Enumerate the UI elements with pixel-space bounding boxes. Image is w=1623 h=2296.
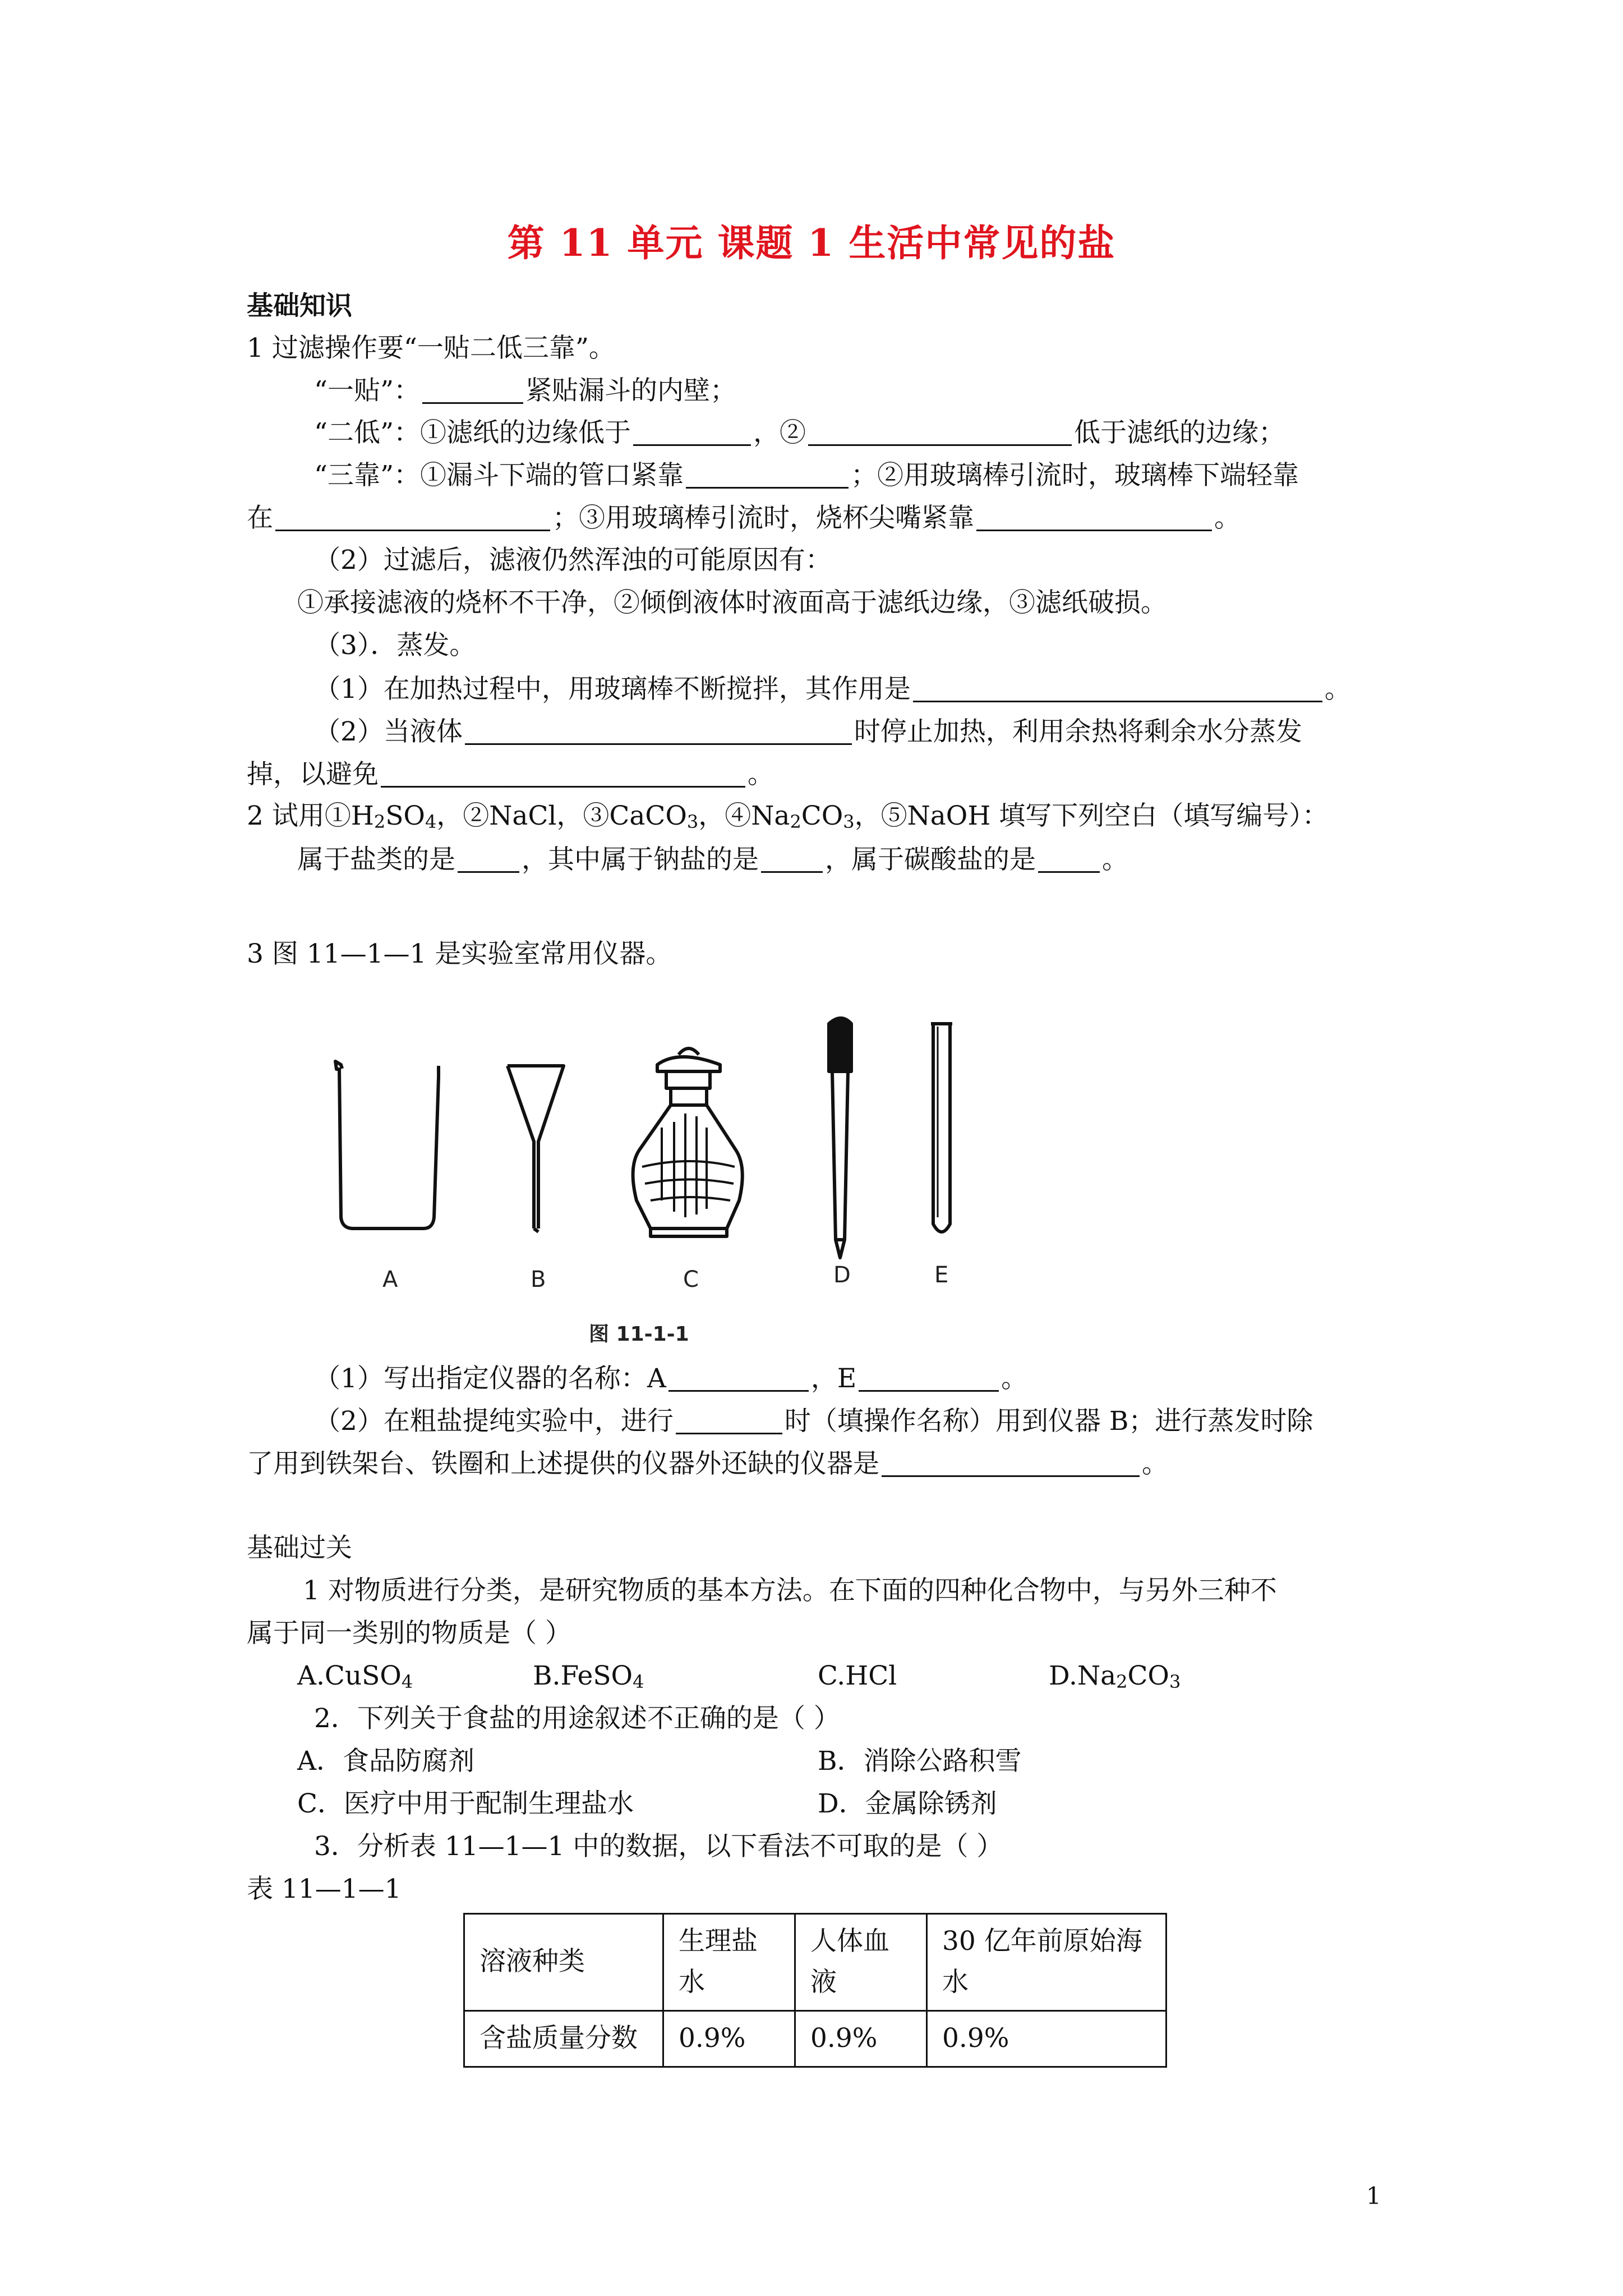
q1-sankao-cont — [247, 504, 1241, 531]
q2-text: ，属于碳酸盐的是 — [825, 844, 1036, 875]
table-cell: 0.9% — [795, 2010, 927, 2067]
q2-text: ，②NaCl，③CaCO — [436, 800, 687, 831]
answer-blank[interactable] — [422, 376, 523, 404]
answer-blank[interactable] — [976, 504, 1212, 531]
q1-erdi-text-b: ，② — [753, 417, 806, 448]
answer-blank[interactable] — [668, 1364, 809, 1392]
figure-caption: 图 11-1-1 — [589, 1323, 689, 1346]
option-text: D.Na — [1049, 1660, 1117, 1691]
dropper-icon — [829, 1018, 851, 1258]
figure-label-c: C — [683, 1267, 699, 1292]
figure-lab-instruments — [314, 1015, 1021, 1380]
mc3-stem: 3．分析表 11—1—1 中的数据，以下看法不可取的是（ ） — [314, 1831, 1003, 1862]
table-header-row — [464, 1914, 1166, 2011]
subscript: 2 — [1116, 1671, 1128, 1692]
table-row — [464, 2010, 1166, 2067]
table-cell: 人体血液 — [795, 1914, 927, 2011]
subscript: 3 — [686, 811, 699, 832]
answer-blank[interactable] — [676, 1407, 782, 1434]
option-text: A.CuSO — [297, 1660, 402, 1691]
q1-erdi — [314, 418, 1285, 446]
table-cell: 生理盐水 — [663, 1914, 795, 2011]
figure-label-a: A — [382, 1267, 398, 1292]
subscript: 2 — [374, 811, 386, 832]
q1-sankao — [314, 461, 1299, 489]
option-text: C.HCl — [818, 1660, 897, 1691]
figure-label-e: E — [934, 1262, 949, 1288]
subscript: 4 — [401, 1671, 413, 1692]
q1-evap-3 — [247, 760, 774, 788]
q3-part2-cont — [247, 1450, 1168, 1477]
table-cell: 溶液种类 — [464, 1914, 663, 2011]
answer-blank[interactable] — [1038, 845, 1100, 873]
q2-text: ，④Na — [698, 800, 790, 831]
q3-part2 — [314, 1406, 1313, 1437]
mc1-option-d[interactable] — [1049, 1660, 1181, 1692]
q1-sankao-text-b: ；②用玻璃棒引流时，玻璃棒下端轻靠 — [851, 460, 1299, 491]
q1-sankao2-text-c: 。 — [1214, 503, 1241, 533]
q1-sankao2-text-b: ；③用玻璃棒引流时，烧杯尖嘴紧靠 — [552, 503, 974, 533]
test-tube-icon — [931, 1024, 952, 1232]
answer-blank[interactable] — [859, 1364, 999, 1392]
q2-text: ，⑤NaOH 填写下列空白（填写编号）： — [854, 800, 1329, 831]
answer-blank[interactable] — [465, 717, 852, 745]
q2-text: 。 — [1102, 844, 1128, 875]
mc1-stem-1: 1 对物质进行分类，是研究物质的基本方法。在下面的四种化合物中，与另外三种不 — [303, 1575, 1277, 1606]
option-text: CO — [1127, 1660, 1169, 1691]
q1-sankao2-text-a: 在 — [247, 503, 273, 533]
q1-sankao-text-a: “三靠”：①漏斗下端的管口紧靠 — [314, 460, 684, 491]
mc2-option-b[interactable]: B．消除公路积雪 — [818, 1746, 1022, 1777]
q3-intro: 3 图 11—1—1 是实验室常用仪器。 — [247, 938, 672, 969]
q3-text: 了用到铁架台、铁圈和上述提供的仪器外还缺的仪器是 — [247, 1448, 879, 1479]
q1-evap-2 — [314, 717, 1302, 745]
q1-yitie-text-a: “一贴”： — [314, 375, 421, 406]
subscript: 2 — [790, 811, 801, 832]
q2-text: CO — [801, 800, 843, 831]
answer-blank[interactable] — [275, 504, 550, 531]
table-cell: 含盐质量分数 — [464, 2010, 663, 2067]
figure-label-b: B — [531, 1267, 546, 1292]
q2-text: 2 试用①H — [247, 800, 374, 831]
q1-evap-1 — [314, 674, 1351, 705]
q3-text: 。 — [1142, 1448, 1168, 1479]
section-basic-knowledge: 基础知识 — [247, 291, 352, 321]
funnel-icon — [508, 1066, 564, 1228]
q1-e1-text-a: （1）在加热过程中，用玻璃棒不断搅拌，其作用是 — [314, 674, 911, 705]
q3-text: （1）写出指定仪器的名称：A — [314, 1363, 666, 1394]
q1-erdi-text-c: 低于滤纸的边缘； — [1074, 417, 1285, 448]
q1-turbid: （2）过滤后，滤液仍然浑浊的可能原因有： — [314, 545, 832, 576]
q1-e3-text-a: 掉，以避免 — [247, 759, 379, 790]
q1-yitie-text-b: 紧贴漏斗的内壁； — [525, 375, 737, 406]
mc1-option-b[interactable] — [533, 1660, 644, 1692]
q2-text: ，其中属于钠盐的是 — [522, 844, 759, 875]
subscript: 3 — [1169, 1671, 1181, 1692]
answer-blank[interactable] — [882, 1450, 1140, 1477]
answer-blank[interactable] — [913, 675, 1322, 702]
q1-e2-text-b: 时停止加热，利用余热将剩余水分蒸发 — [854, 716, 1302, 747]
q3-text: 。 — [1001, 1363, 1028, 1394]
q2-text: 属于盐类的是 — [297, 844, 455, 875]
table-cell: 0.9% — [663, 2010, 795, 2067]
beaker-icon — [335, 1061, 439, 1228]
table-cell: 0.9% — [927, 2010, 1166, 2067]
q2-text: SO — [385, 800, 425, 831]
q1-yitie — [314, 376, 736, 404]
alcohol-lamp-icon — [633, 1048, 743, 1236]
q1-erdi-text-a: “二低”：①滤纸的边缘低于 — [314, 417, 631, 448]
q1-evaporation: （3）．蒸发。 — [314, 630, 476, 661]
mc2-option-c[interactable]: C．医疗中用于配制生理盐水 — [297, 1788, 634, 1819]
page-number: 1 — [1366, 2182, 1381, 2210]
subscript: 4 — [633, 1671, 644, 1692]
mc1-option-c[interactable] — [818, 1660, 897, 1691]
q1-reasons: ①承接滤液的烧杯不干净，②倾倒液体时液面高于滤纸边缘，③滤纸破损。 — [297, 587, 1167, 618]
answer-blank[interactable] — [458, 845, 519, 873]
mc2-option-d[interactable]: D．金属除锈剂 — [818, 1788, 997, 1819]
salt-concentration-table — [463, 1913, 1167, 2068]
mc2-option-a[interactable]: A．食品防腐剂 — [297, 1746, 474, 1777]
document-title: 第 11 单元 课题 1 生活中常见的盐 — [507, 221, 1116, 265]
answer-blank[interactable] — [633, 418, 751, 446]
q3-text: 时（填操作名称）用到仪器 B；进行蒸发时除 — [784, 1406, 1313, 1437]
section-basic-level: 基础过关 — [247, 1533, 352, 1563]
q1-e1-text-b: 。 — [1324, 674, 1351, 705]
table-cell: 30 亿年前原始海水 — [927, 1914, 1166, 2011]
option-text: B.FeSO — [533, 1660, 633, 1691]
q1-e2-text-a: （2）当液体 — [314, 716, 463, 747]
answer-blank[interactable] — [686, 461, 849, 489]
subscript: 3 — [843, 811, 855, 832]
mc1-stem-2: 属于同一类别的物质是（ ） — [247, 1618, 571, 1649]
figure-label-d: D — [833, 1262, 851, 1288]
mc2-stem: 2．下列关于食盐的用途叙述不正确的是（ ） — [314, 1703, 840, 1734]
q1-e3-text-b: 。 — [748, 759, 774, 790]
q2-stem — [247, 800, 1329, 832]
answer-blank[interactable] — [761, 845, 823, 873]
q3-part1 — [314, 1364, 1027, 1392]
answer-blank[interactable] — [808, 418, 1072, 446]
mc1-option-a[interactable] — [297, 1660, 413, 1692]
answer-blank[interactable] — [381, 760, 745, 788]
q2-blanks-line — [297, 845, 1128, 873]
q3-text: ，E — [810, 1363, 857, 1394]
q1-intro: 1 过滤操作要“一贴二低三靠”。 — [247, 333, 615, 364]
table-label: 表 11—1—1 — [247, 1874, 402, 1904]
q3-text: （2）在粗盐提纯实验中，进行 — [314, 1406, 674, 1437]
subscript: 4 — [425, 811, 437, 832]
